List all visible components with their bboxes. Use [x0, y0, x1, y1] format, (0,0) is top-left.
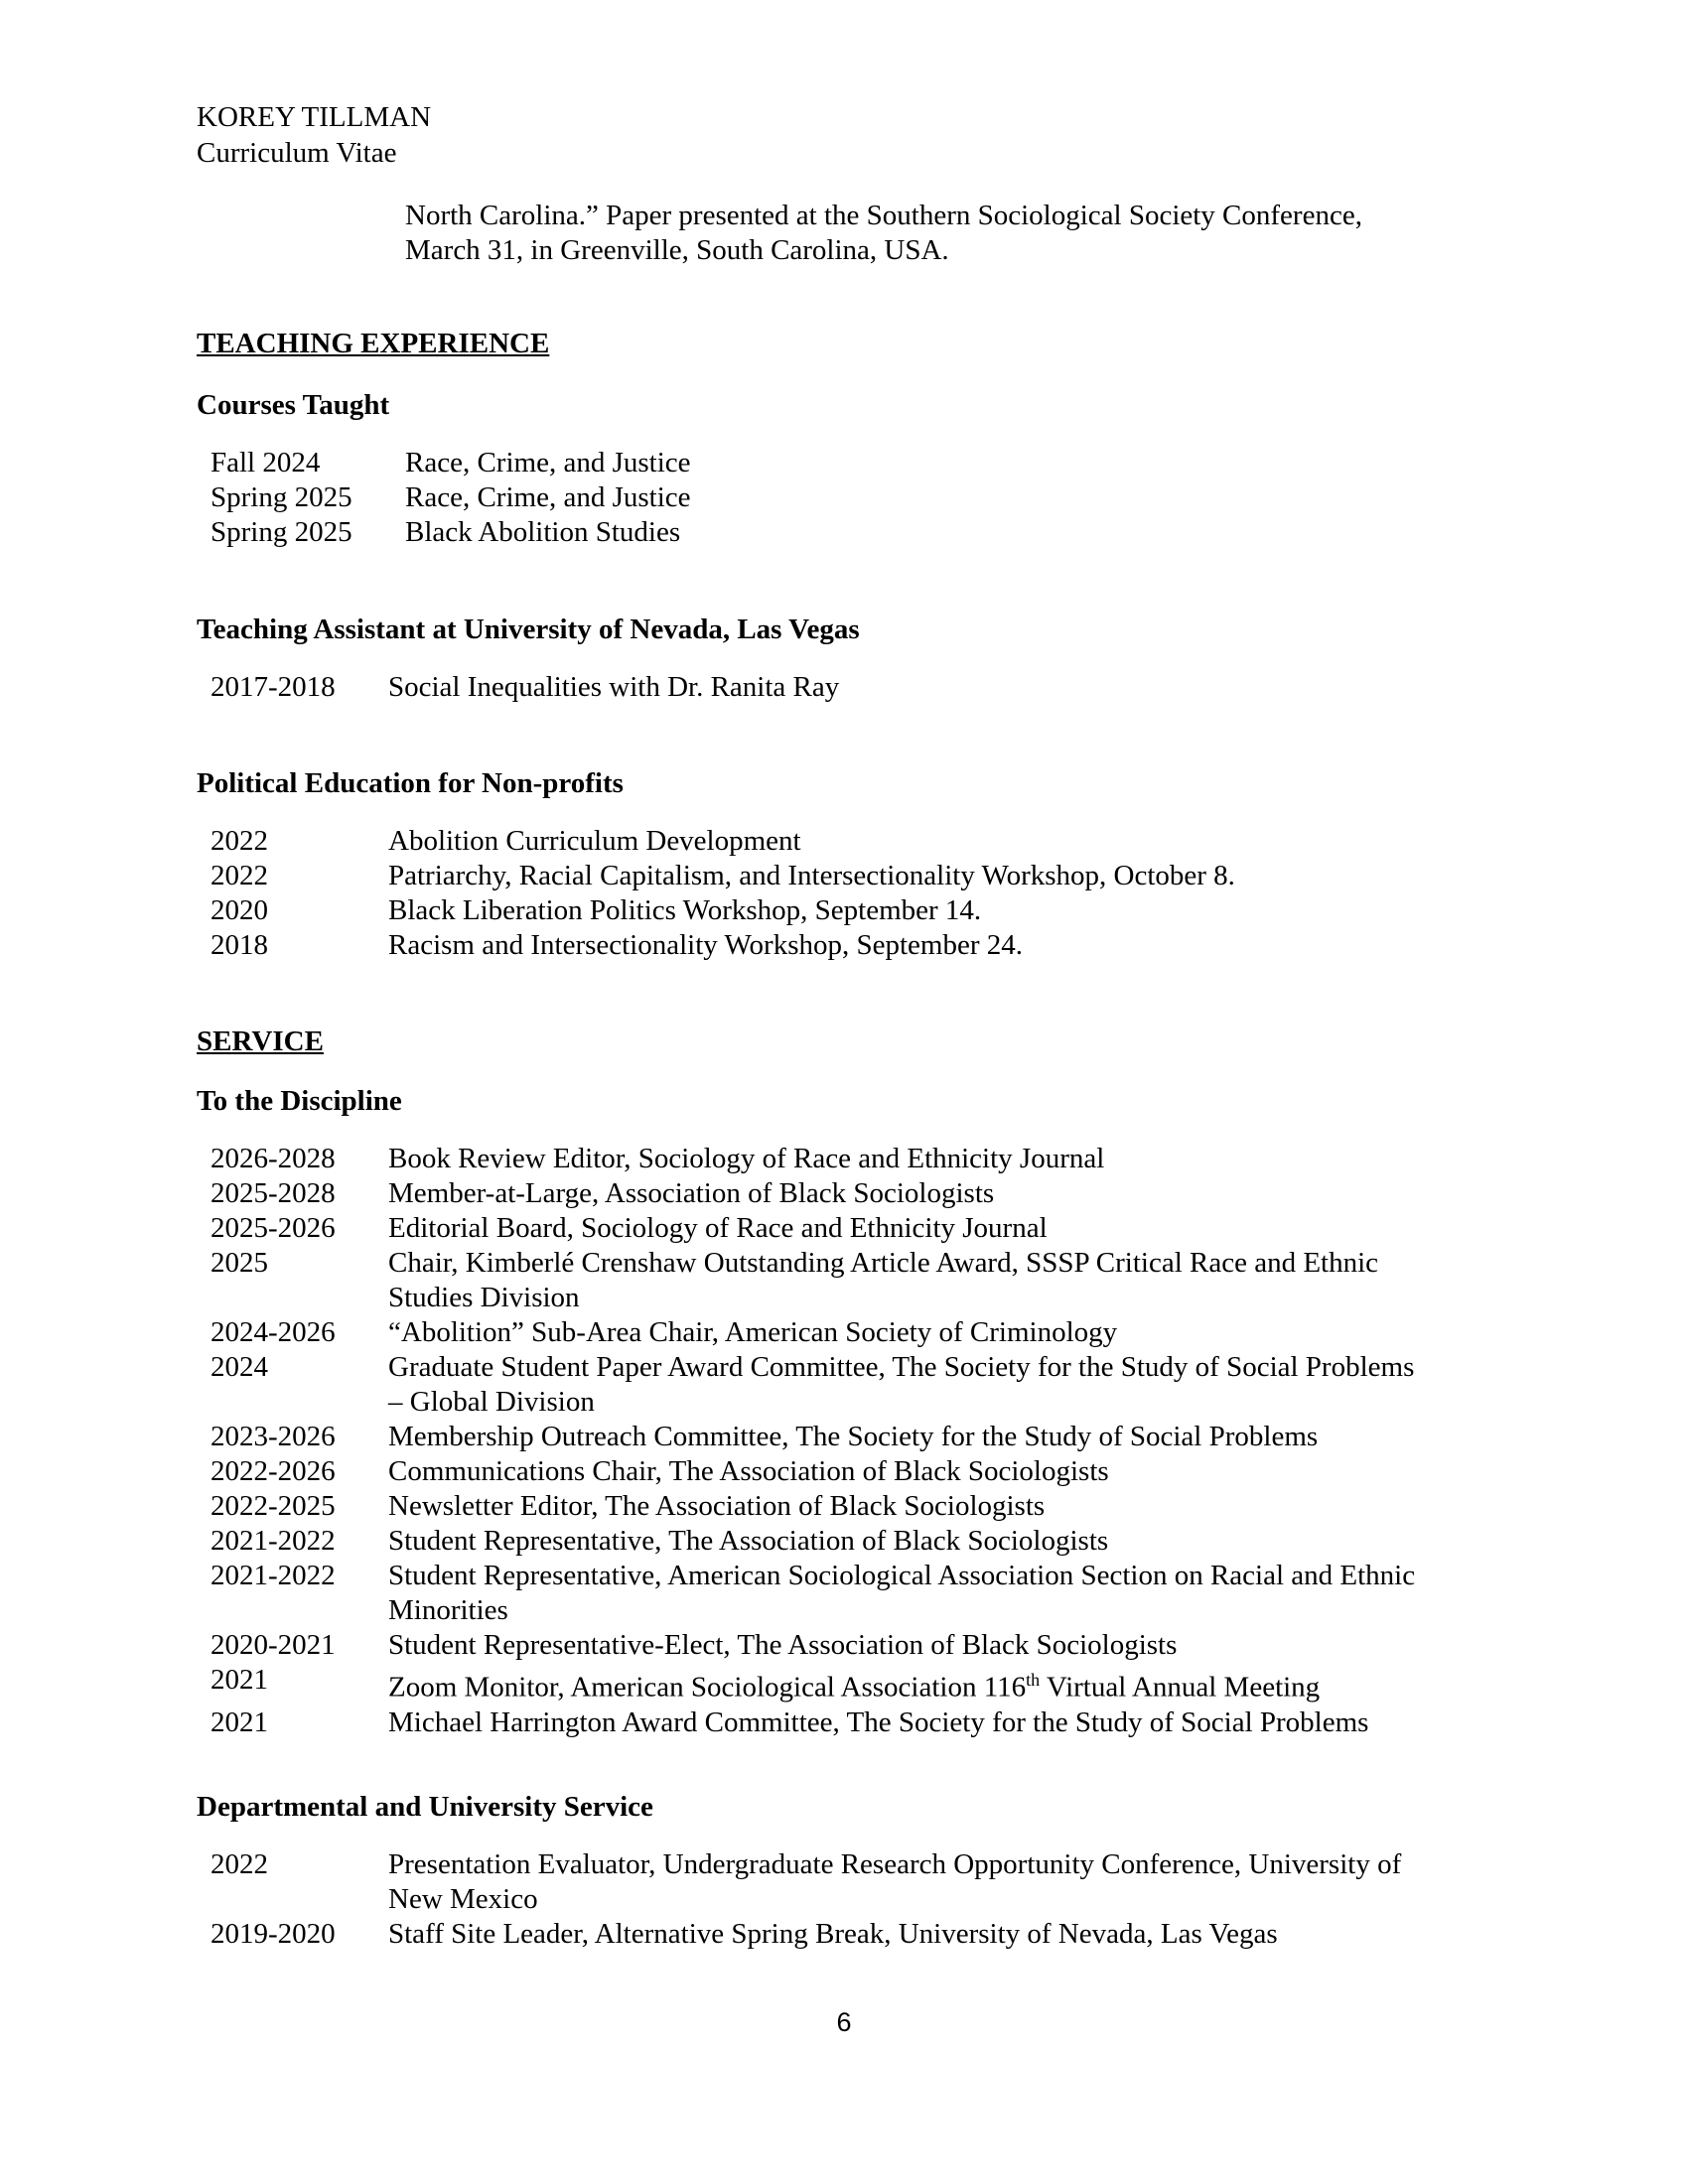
list-item [211, 1489, 1415, 1524]
entry-text [388, 1559, 1415, 1628]
list-item [211, 1663, 1415, 1706]
list-item [211, 824, 1235, 859]
list-item [211, 1917, 1401, 1952]
page-header [197, 99, 431, 171]
list-item [211, 515, 691, 550]
list-item [211, 1628, 1415, 1663]
year: 2024 [211, 1351, 268, 1383]
year: 2018 [211, 929, 268, 961]
list-item [211, 1246, 1415, 1315]
entry-text: Member-at-Large, Association of Black Sociologists [388, 1177, 995, 1209]
list-item [211, 1142, 1415, 1176]
year: 2021 [211, 1706, 268, 1738]
page-number: 6 [836, 2007, 852, 2037]
entry-text: Membership Outreach Committee, The Society for the Study of Social Problems [388, 1421, 1319, 1452]
continued-citation [405, 199, 1497, 268]
list-item [211, 893, 1235, 928]
entry-text [388, 1246, 1378, 1315]
list-item [211, 1847, 1401, 1917]
author-name: KOREY TILLMAN [197, 101, 432, 133]
political-education-list [211, 824, 1235, 963]
list-item [211, 1524, 1415, 1559]
list-item [211, 1211, 1415, 1246]
section-heading-service: SERVICE [197, 1025, 324, 1057]
year: 2019-2020 [211, 1918, 336, 1950]
entry-text: “Abolition” Sub-Area Chair, American Society of Criminology [388, 1316, 1118, 1348]
entry-line: Presentation Evaluator, Undergraduate Research Opportunity Conference, University of [388, 1848, 1402, 1880]
list-item [211, 1350, 1415, 1420]
citation-line: March 31, in Greenville, South Carolina, USA. [405, 234, 949, 266]
year: 2025-2026 [211, 1212, 336, 1244]
list-item [211, 670, 839, 705]
courses-list [211, 446, 691, 550]
entry-line: New Mexico [388, 1883, 538, 1915]
year: 2022-2025 [211, 1490, 336, 1522]
subheading-departmental-service: Departmental and University Service [197, 1791, 653, 1823]
ta-list [211, 670, 839, 705]
course-title: Black Abolition Studies [405, 516, 681, 548]
list-item [211, 1176, 1415, 1211]
entry-text: Staff Site Leader, Alternative Spring Break, University of Nevada, Las Vegas [388, 1918, 1278, 1950]
year: 2021-2022 [211, 1560, 336, 1591]
entry-text: Patriarchy, Racial Capitalism, and Intersectionality Workshop, October 8. [388, 860, 1235, 891]
list-item [211, 928, 1235, 963]
section-heading-teaching: TEACHING EXPERIENCE [197, 328, 550, 359]
entry-text: Editorial Board, Sociology of Race and Ethnicity Journal [388, 1212, 1048, 1244]
term: Spring 2025 [211, 516, 352, 548]
entry-line: Chair, Kimberlé Crenshaw Outstanding Article Award, SSSP Critical Race and Ethnic [388, 1247, 1379, 1279]
departmental-service-list [211, 1847, 1401, 1952]
entry-text [388, 1663, 1320, 1706]
year: 2022 [211, 825, 268, 857]
entry-text: Social Inequalities with Dr. Ranita Ray [388, 671, 840, 703]
entry-text: Student Representative-Elect, The Association of Black Sociologists [388, 1629, 1178, 1661]
subheading-courses-taught: Courses Taught [197, 389, 390, 421]
entry-line: Minorities [388, 1594, 508, 1626]
entry-line: – Global Division [388, 1386, 595, 1418]
document-subtitle: Curriculum Vitae [197, 137, 397, 169]
list-item [211, 1706, 1415, 1740]
entry-text: Communications Chair, The Association of Black Sociologists [388, 1455, 1109, 1487]
list-item [211, 480, 691, 515]
year: 2025-2028 [211, 1177, 336, 1209]
year: 2022 [211, 860, 268, 891]
course-title: Race, Crime, and Justice [405, 447, 691, 478]
entry-text: Abolition Curriculum Development [388, 825, 801, 857]
year: 2020 [211, 894, 268, 926]
year: 2022-2026 [211, 1455, 336, 1487]
entry-text: Book Review Editor, Sociology of Race and Ethnicity Journal [388, 1143, 1105, 1174]
list-item [211, 1559, 1415, 1628]
entry-text-part: Virtual Annual Meeting [1040, 1671, 1321, 1704]
entry-line: Studies Division [388, 1282, 580, 1313]
subheading-teaching-assistant: Teaching Assistant at University of Nevada, Las Vegas [197, 614, 860, 645]
subheading-political-education: Political Education for Non-profits [197, 767, 624, 799]
list-item [211, 446, 691, 480]
year: 2023-2026 [211, 1421, 336, 1452]
subheading-to-the-discipline: To the Discipline [197, 1085, 402, 1117]
year: 2021 [211, 1664, 268, 1696]
entry-line: Graduate Student Paper Award Committee, The Society for the Study of Social Problems [388, 1351, 1415, 1383]
entry-text: Student Representative, The Association of Black Sociologists [388, 1525, 1109, 1557]
entry-line: Student Representative, American Sociological Association Section on Racial and Ethnic [388, 1560, 1416, 1591]
entry-text: Black Liberation Politics Workshop, September 14. [388, 894, 982, 926]
entry-text-part: Zoom Monitor, American Sociological Association 116 [388, 1671, 1027, 1704]
list-item [211, 1420, 1415, 1454]
year: 2025 [211, 1247, 268, 1279]
ordinal-suffix: th [1026, 1670, 1041, 1690]
year: 2024-2026 [211, 1316, 336, 1348]
year: 2022 [211, 1848, 268, 1880]
year: 2021-2022 [211, 1525, 336, 1557]
course-title: Race, Crime, and Justice [405, 481, 691, 513]
entry-text [388, 1847, 1401, 1917]
discipline-service-list [211, 1142, 1415, 1740]
term: Fall 2024 [211, 447, 321, 478]
year: 2017-2018 [211, 671, 336, 703]
entry-text: Racism and Intersectionality Workshop, September 24. [388, 929, 1024, 961]
entry-text: Newsletter Editor, The Association of Black Sociologists [388, 1490, 1046, 1522]
list-item [211, 859, 1235, 893]
term: Spring 2025 [211, 481, 352, 513]
entry-text: Michael Harrington Award Committee, The Society for the Study of Social Problems [388, 1706, 1369, 1738]
citation-line: North Carolina.” Paper presented at the Southern Sociological Society Conference, [405, 200, 1362, 231]
year: 2020-2021 [211, 1629, 336, 1661]
list-item [211, 1454, 1415, 1489]
year: 2026-2028 [211, 1143, 336, 1174]
entry-text [388, 1350, 1414, 1420]
list-item [211, 1315, 1415, 1350]
